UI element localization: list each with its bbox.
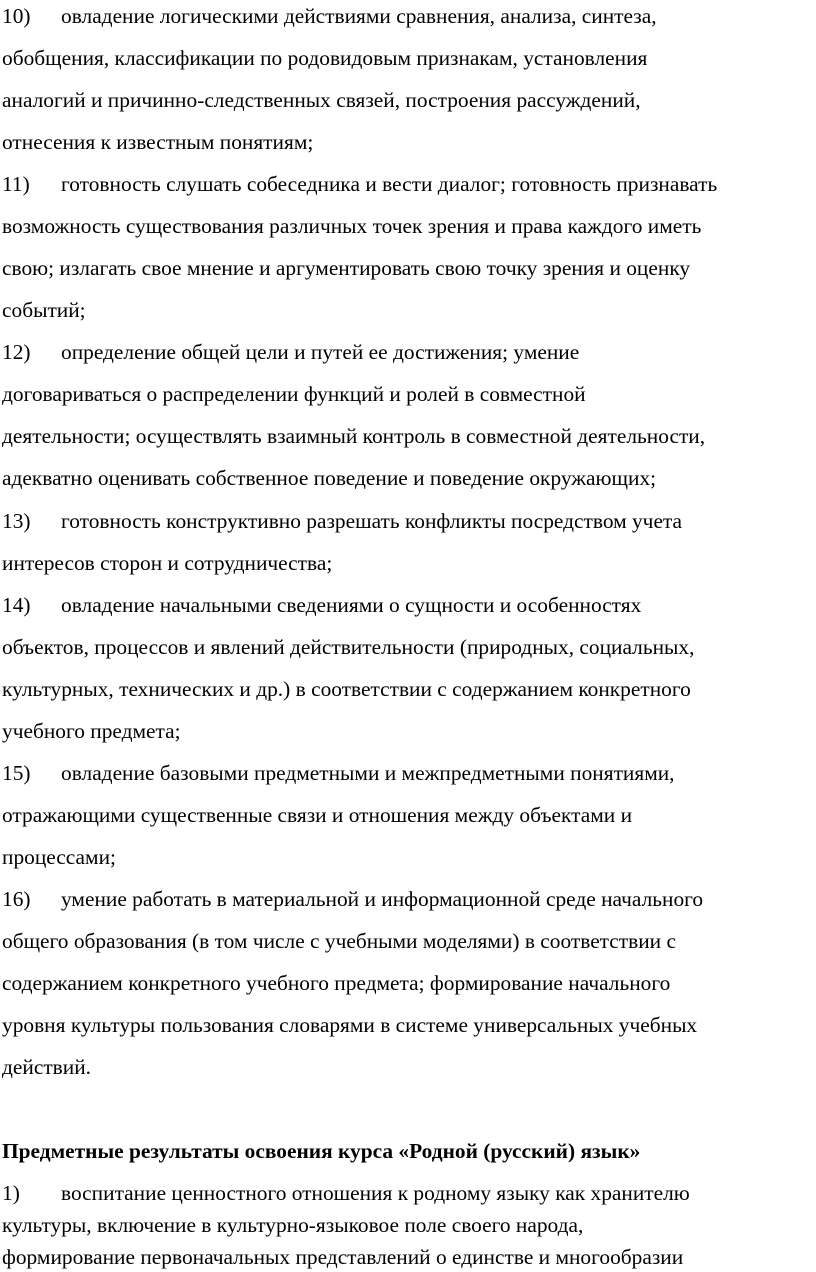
item-text-line: формирование первоначальных представлений о единстве и многообразии [2, 1245, 684, 1269]
item-text-line: культурных, технических и др.) в соответствии с содержанием конкретного [2, 677, 691, 701]
item-number: 12) [2, 340, 31, 364]
item-text-line: готовность слушать собеседника и вести диалог; готовность признавать [61, 172, 718, 196]
item-text-line: общего образования (в том числе с учебными моделями) в соответствии с [2, 929, 676, 953]
item-text-line: возможность существования различных точек зрения и права каждого иметь [2, 214, 702, 238]
item-text-line: воспитание ценностного отношения к родному языку как хранителю [61, 1181, 690, 1205]
item-text-line: отнесения к известным понятиям; [2, 130, 314, 154]
item-number: 11) [2, 172, 30, 196]
item-text-line: процессами; [2, 845, 116, 869]
item-number: 13) [2, 509, 31, 533]
item-number: 10) [2, 4, 31, 28]
item-text-line: овладение логическими действиями сравнения, анализа, синтеза, [61, 4, 657, 28]
item-text-line: свою; излагать свое мнение и аргументировать свою точку зрения и оценку [2, 256, 691, 280]
item-text-line: отражающими существенные связи и отношения между объектами и [2, 803, 633, 827]
item-number: 14) [2, 593, 31, 617]
item-text-line: действий. [2, 1055, 92, 1079]
item-text-line: умение работать в материальной и информационной среде начального [61, 887, 704, 911]
item-text-line: определение общей цели и путей ее достижения; умение [61, 340, 580, 364]
item-text-line: обобщения, классификации по родовидовым признакам, установления [2, 46, 648, 70]
item-text-line: содержанием конкретного учебного предмета; формирование начального [2, 971, 671, 995]
item-number: 16) [2, 887, 31, 911]
item-text-line: овладение начальными сведениями о сущности и особенностях [61, 593, 642, 617]
item-text-line: овладение базовыми предметными и межпредметными понятиями, [61, 761, 675, 785]
item-text-line: аналогий и причинно-следственных связей, построения рассуждений, [2, 88, 641, 112]
item-number: 15) [2, 761, 31, 785]
item-text-line: деятельности; осуществлять взаимный контроль в совместной деятельности, [2, 424, 706, 448]
section-heading: Предметные результаты освоения курса «Родной (русский) язык» [2, 1139, 641, 1163]
item-text-line: готовность конструктивно разрешать конфликты посредством учета [61, 509, 683, 533]
item-text-line: событий; [2, 298, 86, 322]
item-number: 1) [2, 1181, 20, 1205]
item-text-line: культуры, включение в культурно-языковое поле своего народа, [2, 1213, 584, 1237]
item-text-line: учебного предмета; [2, 719, 181, 743]
item-text-line: уровня культуры пользования словарями в системе универсальных учебных [2, 1013, 698, 1037]
item-text-line: объектов, процессов и явлений действительности (природных, социальных, [2, 635, 695, 659]
item-text-line: договариваться о распределении функций и ролей в совместной [2, 382, 586, 406]
item-text-line: адекватно оценивать собственное поведение и поведение окружающих; [2, 466, 657, 490]
item-text-line: интересов сторон и сотрудничества; [2, 551, 333, 575]
